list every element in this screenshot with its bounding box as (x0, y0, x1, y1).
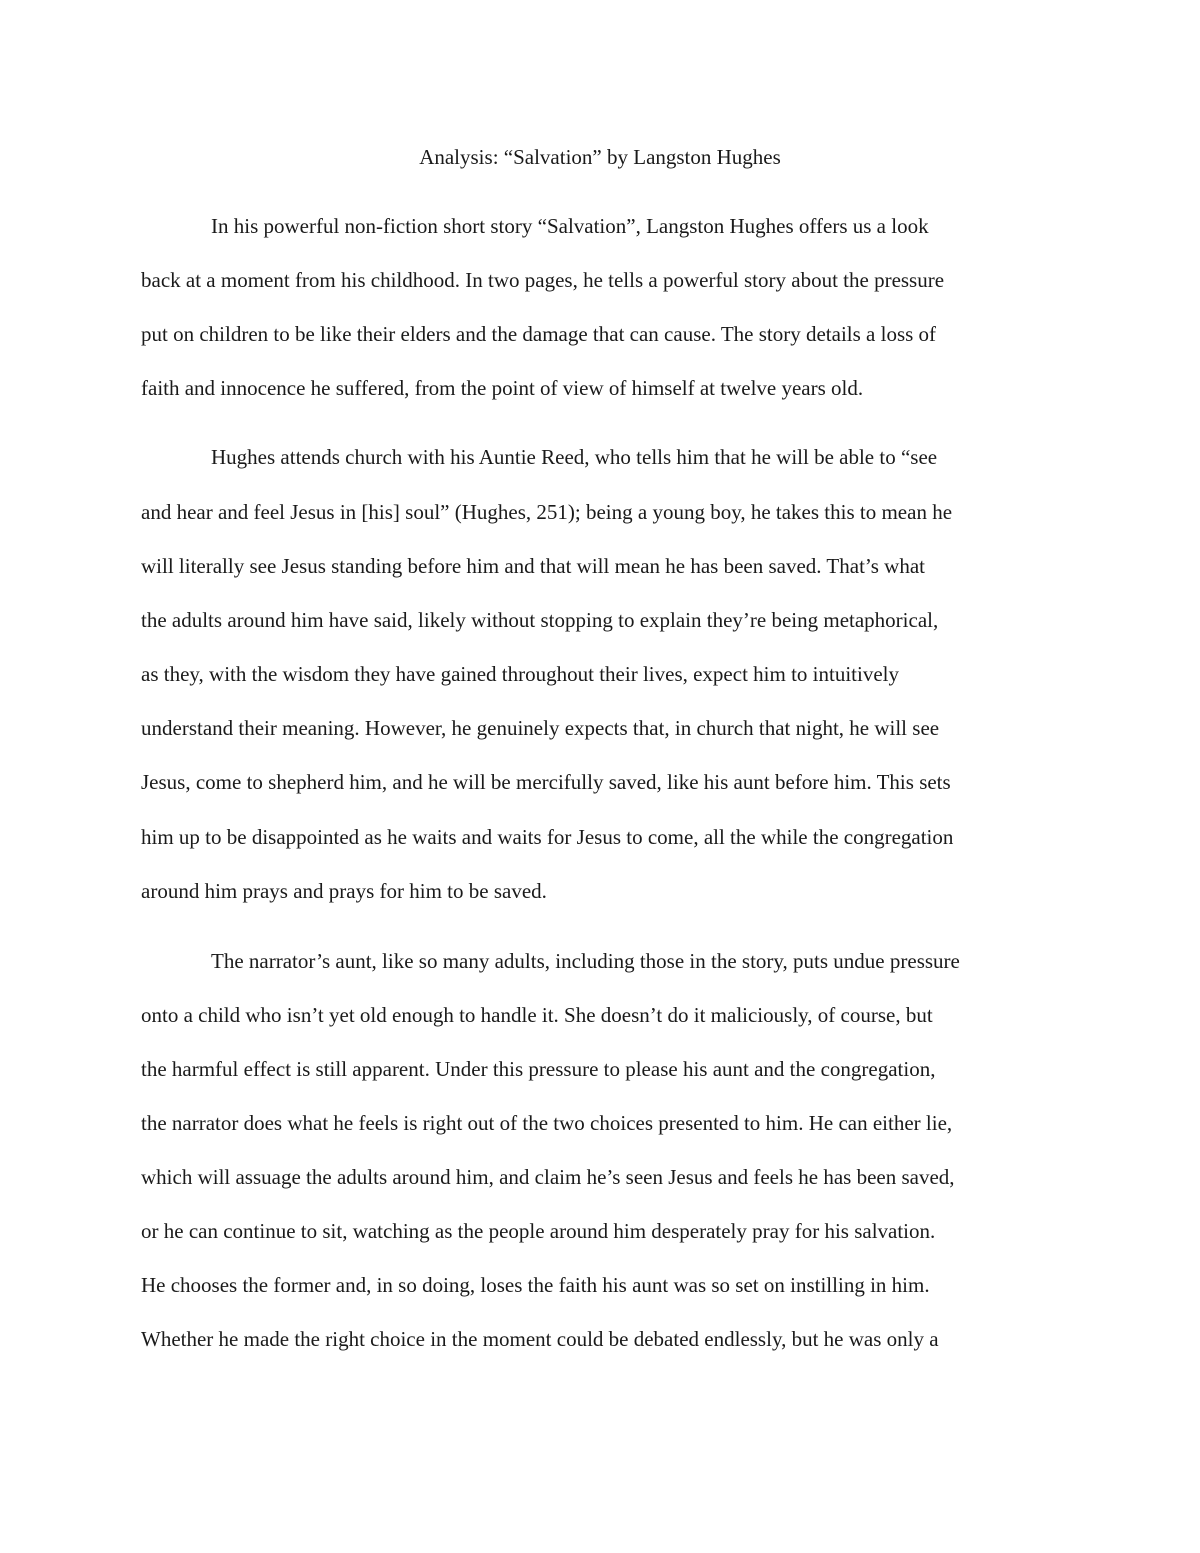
paragraph-3-line-1: The narrator’s aunt, like so many adults, including those in the story, puts undue pressure (211, 949, 960, 973)
paragraph-2-line-2: and hear and feel Jesus in [his] soul” (Hughes, 251); being a young boy, he takes this to mean he (141, 500, 953, 524)
paragraph-2-line-6: understand their meaning. However, he genuinely expects that, in church that night, he will see (141, 716, 940, 740)
paragraph-2-line-3: will literally see Jesus standing before him and that will mean he has been saved. That’s what (141, 554, 925, 578)
paragraph-1-line-1: In his powerful non-fiction short story “Salvation”, Langston Hughes offers us a look (211, 214, 929, 238)
paragraph-3-line-8: Whether he made the right choice in the moment could be debated endlessly, but he was only a (141, 1327, 939, 1351)
paragraph-3-line-2: onto a child who isn’t yet old enough to handle it. She doesn’t do it maliciously, of course, but (141, 1003, 933, 1027)
paragraph-3-line-6: or he can continue to sit, watching as the people around him desperately pray for his salvation. (141, 1219, 936, 1243)
paragraph-2-line-7: Jesus, come to shepherd him, and he will be mercifully saved, like his aunt before him. This sets (141, 770, 951, 794)
paragraph-2-line-4: the adults around him have said, likely without stopping to explain they’re being metaphorical, (141, 608, 939, 632)
paragraph-3-line-7: He chooses the former and, in so doing, loses the faith his aunt was so set on instilling in him. (141, 1273, 930, 1297)
document-title: Analysis: “Salvation” by Langston Hughes (419, 145, 781, 169)
paragraph-1-line-4: faith and innocence he suffered, from the point of view of himself at twelve years old. (141, 376, 864, 400)
paragraph-2-line-9: around him prays and prays for him to be saved. (141, 879, 547, 903)
paragraph-3-line-3: the harmful effect is still apparent. Under this pressure to please his aunt and the congregation, (141, 1057, 936, 1081)
paragraph-1-line-2: back at a moment from his childhood. In two pages, he tells a powerful story about the pressure (141, 268, 945, 292)
paragraph-3-line-5: which will assuage the adults around him, and claim he’s seen Jesus and feels he has been saved, (141, 1165, 955, 1189)
paragraph-2-line-5: as they, with the wisdom they have gained throughout their lives, expect him to intuitively (141, 662, 899, 686)
paragraph-2-line-8: him up to be disappointed as he waits and waits for Jesus to come, all the while the congregation (141, 825, 954, 849)
paragraph-1-line-3: put on children to be like their elders and the damage that can cause. The story details a loss of (141, 322, 937, 346)
paragraph-2-line-1: Hughes attends church with his Auntie Reed, who tells him that he will be able to “see (211, 445, 938, 469)
paragraph-3-line-4: the narrator does what he feels is right out of the two choices presented to him. He can either lie, (141, 1111, 953, 1135)
